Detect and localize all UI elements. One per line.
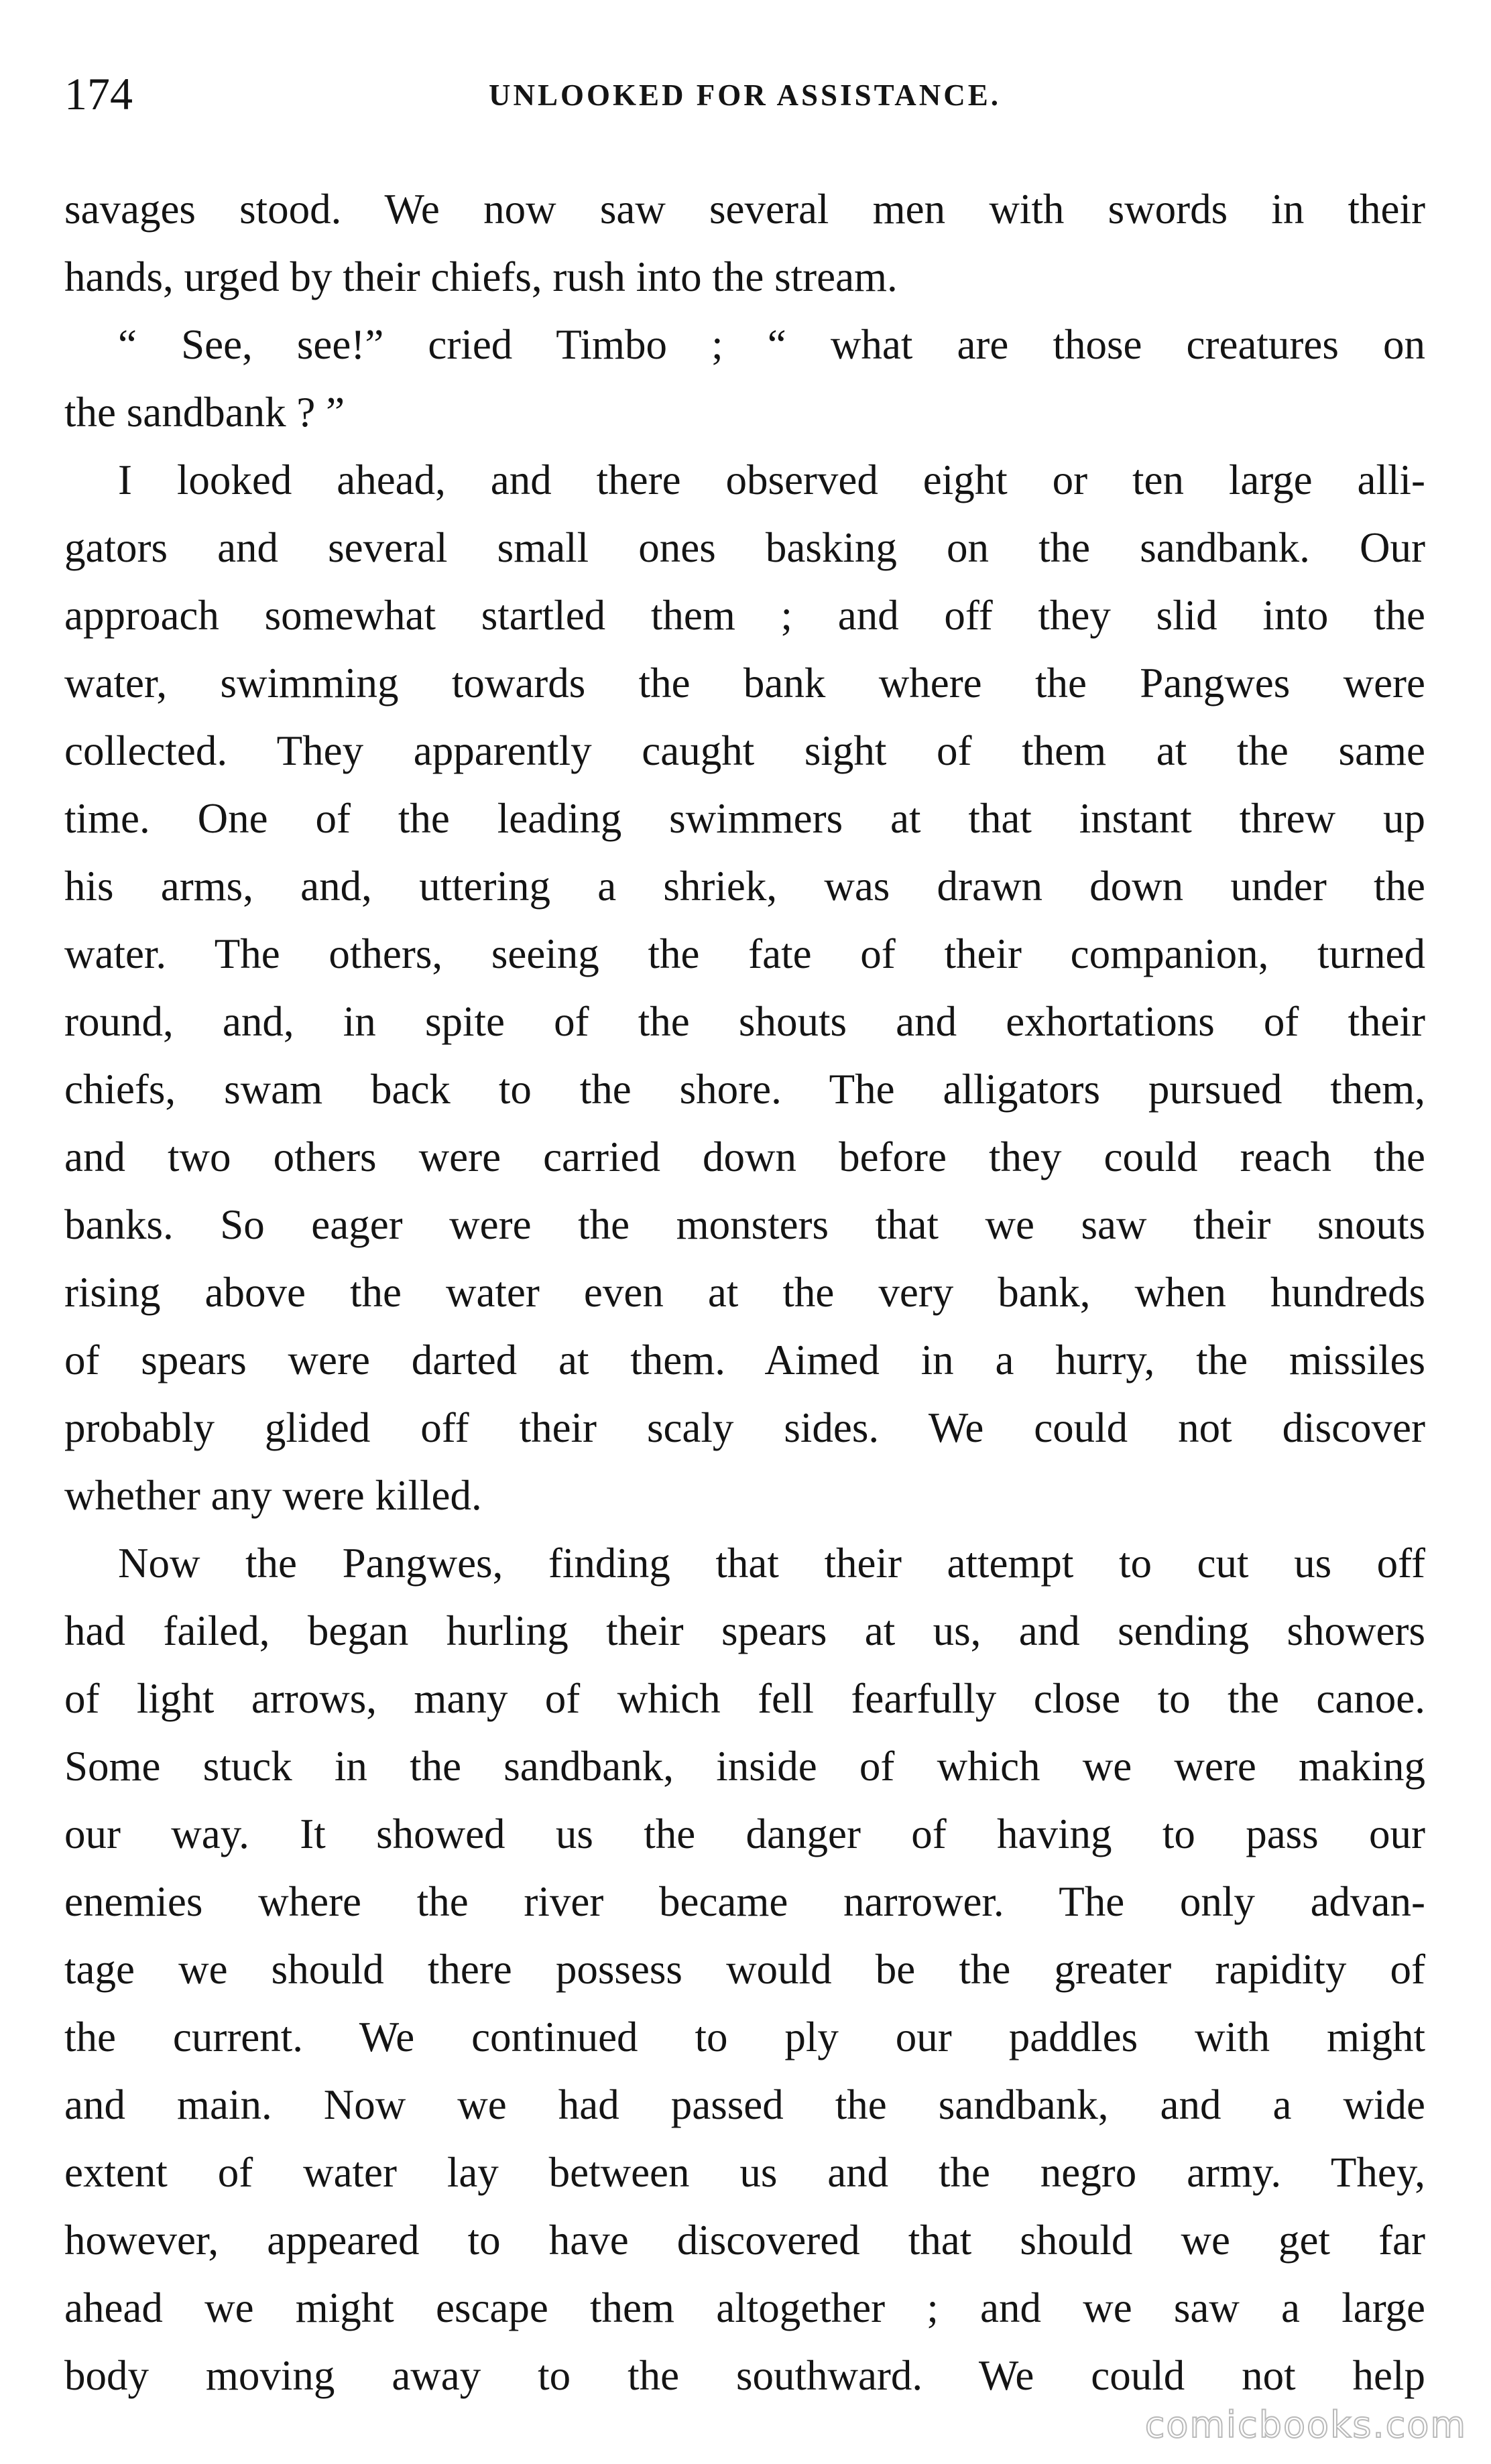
text-line: “ See, see!” cried Timbo ; “ what are those creatures on xyxy=(118,321,1425,368)
text-line: and two others were carried down before they could reach the xyxy=(64,1133,1425,1180)
text-line: body moving away to the southward. We could not help xyxy=(64,2352,1425,2399)
text-line: rising above the water even at the very bank, when hundreds xyxy=(64,1269,1425,1316)
paragraph xyxy=(64,176,1425,311)
text-line: of spears were darted at them. Aimed in a hurry, the missiles xyxy=(64,1337,1425,1383)
text-line: our way. It showed us the danger of having to pass our xyxy=(64,1810,1425,1857)
text-line: ahead we might escape them altogether ; and we saw a large xyxy=(64,2284,1425,2331)
text-line: collected. They apparently caught sight of them at the same xyxy=(64,727,1425,774)
text-line: tage we should there possess would be the greater rapidity of xyxy=(64,1946,1425,1993)
text-line: probably glided off their scaly sides. We could not discover xyxy=(64,1404,1425,1451)
text-line: time. One of the leading swimmers at that instant threw up xyxy=(64,795,1425,842)
watermark-logo: comicbooks.com xyxy=(1144,2404,1467,2446)
text-line: the sandbank ? ” xyxy=(64,389,345,436)
paragraph xyxy=(64,1530,1425,2410)
text-line: enemies where the river became narrower. The only advan- xyxy=(64,1878,1425,1925)
text-line: round, and, in spite of the shouts and exhortations of their xyxy=(64,998,1425,1045)
text-line: of light arrows, many of which fell fearfully close to the canoe. xyxy=(64,1675,1425,1722)
text-line: had failed, began hurling their spears at us, and sending showers xyxy=(64,1607,1425,1654)
text-line: chiefs, swam back to the shore. The alligators pursued them, xyxy=(64,1066,1425,1113)
page-number: 174 xyxy=(64,68,133,119)
text-line: approach somewhat startled them ; and off they slid into the xyxy=(64,592,1425,639)
text-line: I looked ahead, and there observed eight or ten large alli- xyxy=(118,456,1425,503)
text-line: banks. So eager were the monsters that we saw their snouts xyxy=(64,1201,1425,1248)
text-line: hands, urged by their chiefs, rush into the stream. xyxy=(64,253,898,300)
running-title: UNLOOKED FOR ASSISTANCE. xyxy=(488,78,1002,112)
paragraph xyxy=(64,446,1425,1530)
text-line: extent of water lay between us and the negro army. They, xyxy=(64,2149,1425,2196)
text-line: his arms, and, uttering a shriek, was drawn down under the xyxy=(64,863,1425,910)
text-line: the current. We continued to ply our paddles with might xyxy=(64,2014,1425,2060)
text-line: whether any were killed. xyxy=(64,1472,482,1519)
text-line: Now the Pangwes, finding that their attempt to cut us off xyxy=(118,1540,1425,1587)
running-head xyxy=(64,64,1425,124)
text-line: however, appeared to have discovered that should we get far xyxy=(64,2217,1425,2264)
paragraph xyxy=(64,311,1425,446)
text-line: water, swimming towards the bank where the Pangwes were xyxy=(64,660,1425,706)
text-line: and main. Now we had passed the sandbank, and a wide xyxy=(64,2081,1425,2128)
text-line: Some stuck in the sandbank, inside of which we were making xyxy=(64,1743,1425,1790)
text-line: water. The others, seeing the fate of their companion, turned xyxy=(64,930,1425,977)
text-line: gators and several small ones basking on the sandbank. Our xyxy=(64,524,1425,571)
text-line: savages stood. We now saw several men with swords in their xyxy=(64,186,1425,233)
body-text xyxy=(64,176,1425,2410)
